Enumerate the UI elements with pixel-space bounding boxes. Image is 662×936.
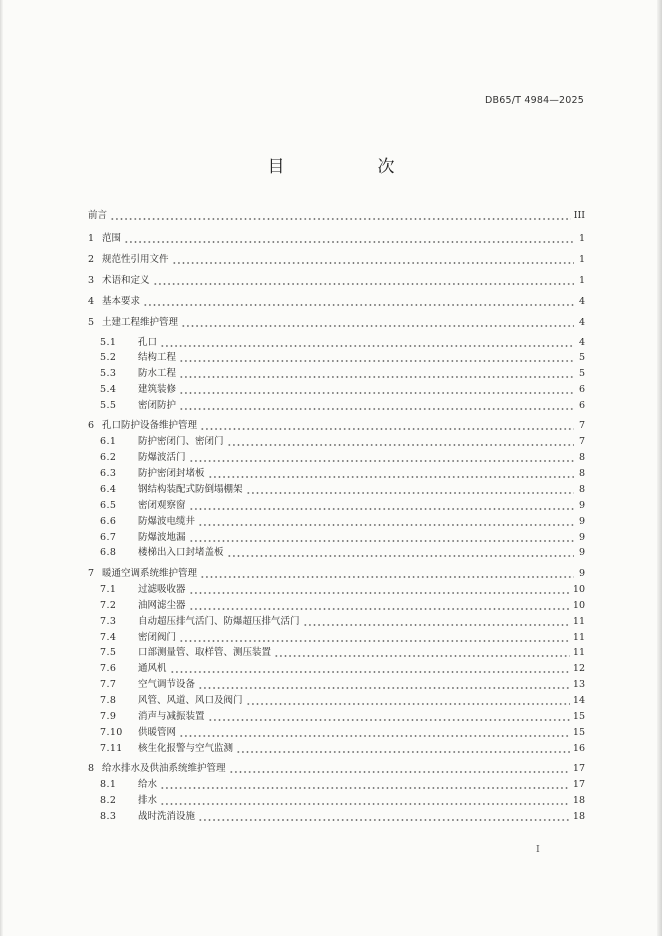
toc-entry-label: 规范性引用文件 [102,254,169,265]
toc-entry-number: 5.1 [100,337,117,348]
toc-leader-dots [303,624,570,626]
toc-leader-dots [246,492,574,494]
toc-leader-dots [181,325,574,327]
toc-entry-label: 防护密闭封堵板 [138,468,205,479]
toc-entry-number: 7.6 [100,663,117,674]
toc-entry-label: 防水工程 [138,368,177,379]
toc-entry-page: 6 [578,384,585,395]
toc-entry-number: 8.2 [100,795,117,806]
toc-entry-label: 密闭观察窗 [138,500,186,511]
toc-leader-dots [160,803,570,805]
toc-leader-dots [208,719,570,721]
toc-entry-page: 10 [572,600,585,611]
toc-leader-dots [227,444,574,446]
toc-entry-label: 孔口防护设备维护管理 [102,420,198,431]
toc-leader-dots [189,508,574,510]
page-edge-right [657,0,662,936]
toc-entry[interactable] [88,759,585,775]
toc-entry-number: 6.5 [100,500,117,511]
toc-entry[interactable] [88,348,585,364]
toc-entry-label: 暖通空调系统维护管理 [102,568,198,579]
toc-entry-page: 11 [572,632,585,643]
toc-entry-number: 1 [88,233,95,244]
toc-entry-label: 油网滤尘器 [138,600,186,611]
toc-entry-label: 核生化报警与空气监测 [138,743,234,754]
toc-entry[interactable] [88,659,585,675]
toc-leader-dots [274,655,570,657]
toc-leader-dots [153,283,574,285]
toc-leader-dots [189,608,570,610]
toc-leader-dots [189,540,574,542]
toc-entry[interactable] [88,448,585,464]
toc-entry-label: 供暖管网 [138,727,177,738]
toc-entry[interactable] [88,512,585,528]
toc-leader-dots [179,735,570,737]
toc-entry-label: 通风机 [138,663,167,674]
toc-entry-page: 6 [578,400,585,411]
toc-leader-dots [227,555,574,557]
toc-entry[interactable] [88,739,585,755]
toc-entry-page: 17 [572,763,585,774]
page-number: I [536,844,540,855]
toc-entry[interactable] [88,543,585,559]
toc-entry-label: 空气调节设备 [138,679,196,690]
toc-entry-number: 6.3 [100,468,117,479]
toc-entry-page: 9 [578,547,585,558]
toc-entry-number: 8.1 [100,779,117,790]
toc-entry-label: 防爆波地漏 [138,532,186,543]
toc-entry-number: 7.5 [100,647,117,658]
toc-entry-label: 过滤吸收器 [138,584,186,595]
toc-entry-number: 7.3 [100,616,117,627]
toc-entry-page: 11 [572,616,585,627]
toc-entry[interactable] [88,612,585,628]
toc-entry[interactable] [88,271,585,287]
toc-entry[interactable] [88,791,585,807]
toc-entry-page: 7 [578,436,585,447]
toc-entry-page: 4 [578,296,585,307]
toc-entry-label: 楼梯出入口封堵盖板 [138,547,224,558]
toc-leader-dots [198,524,574,526]
toc-entry-page: 9 [578,532,585,543]
toc-entry-page: 10 [572,584,585,595]
toc-entry-label: 给水 [138,779,158,790]
toc-entry-page: 13 [572,679,585,690]
toc-entry[interactable] [88,380,585,396]
toc-leader-dots [208,476,574,478]
toc-entry-page: 9 [578,500,585,511]
toc-entry-label: 自动超压排气活门、防爆超压排气活门 [138,616,300,627]
toc-entry-number: 7.8 [100,695,117,706]
toc-entry-label: 防爆波活门 [138,452,186,463]
toc-entry[interactable] [88,464,585,480]
toc-leader-dots [172,262,574,264]
toc-entry-label: 钢结构装配式防倒塌棚架 [138,484,243,495]
toc-leader-dots [170,671,570,673]
toc-entry-page: 14 [572,695,585,706]
toc-leader-dots [143,304,574,306]
toc-entry-number: 2 [88,254,95,265]
toc-entry-label: 孔口 [138,337,158,348]
toc-entry-label: 前言 [88,210,108,221]
toc-entry-label: 结构工程 [138,352,177,363]
toc-entry-page: 15 [572,727,585,738]
toc-entry-number: 3 [88,275,95,286]
toc-entry-page: 1 [578,254,585,265]
toc-entry[interactable] [88,206,585,222]
toc-entry-label: 土建工程维护管理 [102,317,179,328]
toc-entry[interactable] [88,807,585,823]
toc-leader-dots [200,428,574,430]
toc-entry-page: 18 [572,795,585,806]
toc-leader-dots [179,408,574,410]
toc-leader-dots [179,376,574,378]
toc-entry[interactable] [88,229,585,245]
toc-entry-page: 15 [572,711,585,722]
toc-entry-number: 7.7 [100,679,117,690]
toc-entry-label: 给水排水及供油系统维护管理 [102,763,226,774]
toc-leader-dots [189,460,574,462]
toc-entry[interactable] [88,432,585,448]
toc-leader-dots [160,345,574,347]
toc-leader-dots [198,687,570,689]
page-title: 目 次 [267,157,433,177]
toc-entry-number: 5.2 [100,352,117,363]
toc-leader-dots [160,787,570,789]
toc-entry-number: 4 [88,296,95,307]
toc-entry-label: 排水 [138,795,158,806]
toc-entry-number: 6.1 [100,436,117,447]
toc-leader-dots [189,592,570,594]
toc-entry-page: 8 [578,468,585,479]
toc-entry-label: 消声与减振装置 [138,711,205,722]
toc-entry-page: 11 [572,647,585,658]
toc-entry[interactable] [88,775,585,791]
toc-entry-page: 4 [578,317,585,328]
toc-entry-label: 口部测量管、取样管、测压装置 [138,647,272,658]
toc-entry-number: 7.9 [100,711,117,722]
toc-entry-number: 7.11 [100,743,123,754]
toc-entry[interactable] [88,364,585,380]
toc-entry-number: 6.2 [100,452,117,463]
toc-entry-page: 5 [578,352,585,363]
toc-entry-label: 密闭防护 [138,400,177,411]
toc-entry-number: 6.7 [100,532,117,543]
toc-entry-number: 5 [88,317,95,328]
toc-entry-label: 建筑装修 [138,384,177,395]
toc-leader-dots [124,241,574,243]
toc-entry[interactable] [88,313,585,329]
toc-leader-dots [246,703,570,705]
toc-entry[interactable] [88,675,585,691]
toc-entry-page: 1 [578,233,585,244]
toc-leader-dots [236,751,570,753]
toc-entry-page: 8 [578,452,585,463]
toc-entry-number: 5.5 [100,400,117,411]
toc-entry-label: 密闭阀门 [138,632,177,643]
toc-entry-page: 17 [572,779,585,790]
toc-entry[interactable] [88,580,585,596]
toc-entry-label: 防护密闭门、密闭门 [138,436,224,447]
toc-entry-page: 18 [572,811,585,822]
toc-entry[interactable] [88,333,585,349]
toc-entry-page: 9 [578,568,585,579]
toc-entry-page: 16 [572,743,585,754]
toc-entry[interactable] [88,723,585,739]
toc-entry-number: 5.3 [100,368,117,379]
toc-entry[interactable] [88,596,585,612]
toc-entry-number: 6.4 [100,484,117,495]
toc-entry[interactable] [88,292,585,308]
toc-entry-number: 8 [88,763,95,774]
toc-entry[interactable] [88,564,585,580]
toc-leader-dots [229,771,570,773]
toc-leader-dots [200,576,574,578]
toc-entry-label: 范围 [102,233,122,244]
toc-entry[interactable] [88,691,585,707]
toc-entry-number: 7.2 [100,600,117,611]
toc-entry-number: 7 [88,568,95,579]
toc-leader-dots [110,218,571,220]
toc-entry-label: 基本要求 [102,296,141,307]
toc-entry[interactable] [88,496,585,512]
toc-entry-number: 5.4 [100,384,117,395]
toc-entry-number: 8.3 [100,811,117,822]
toc-entry-number: 6.6 [100,516,117,527]
toc-entry-page: 7 [578,420,585,431]
toc-entry-page: 9 [578,516,585,527]
toc-entry-page: 8 [578,484,585,495]
toc-entry-page: 5 [578,368,585,379]
document-code: DB65/T 4984—2025 [485,95,584,106]
toc-entry-number: 7.4 [100,632,117,643]
toc-leader-dots [179,360,574,362]
toc-entry[interactable] [88,643,585,659]
toc-entry[interactable] [88,250,585,266]
toc-entry-page: III [573,210,585,221]
toc-entry-label: 战时洗消设施 [138,811,196,822]
toc-entry[interactable] [88,528,585,544]
toc-entry-number: 6 [88,420,95,431]
toc-entry[interactable] [88,480,585,496]
toc-entry-page: 4 [578,337,585,348]
toc-entry-label: 风管、风道、风口及阀门 [138,695,243,706]
toc-entry-label: 防爆波电缆井 [138,516,196,527]
page-edge-left [0,0,3,936]
toc-entry-label: 术语和定义 [102,275,150,286]
toc-entry-page: 1 [578,275,585,286]
toc-entry[interactable] [88,707,585,723]
toc-leader-dots [198,819,570,821]
toc-leader-dots [179,392,574,394]
toc-leader-dots [179,640,570,642]
toc-entry-number: 6.8 [100,547,117,558]
toc-entry-number: 7.10 [100,727,123,738]
toc-entry[interactable] [88,416,585,432]
toc-entry-number: 7.1 [100,584,117,595]
toc-entry[interactable] [88,628,585,644]
toc-entry-page: 12 [572,663,585,674]
toc-entry[interactable] [88,396,585,412]
